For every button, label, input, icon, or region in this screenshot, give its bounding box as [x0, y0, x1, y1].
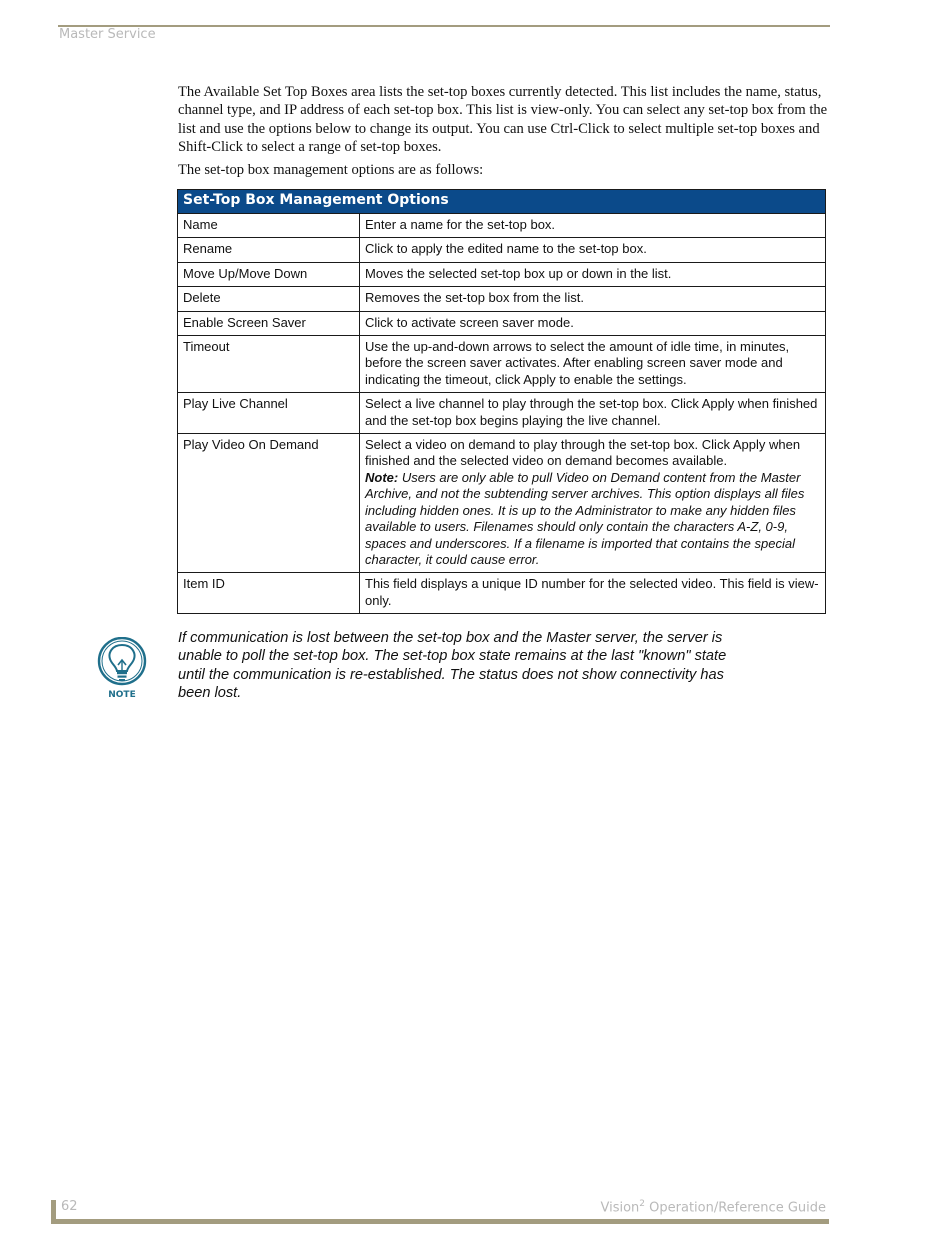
- option-name: Rename: [178, 238, 360, 262]
- option-name: Name: [178, 214, 360, 238]
- table-row: [178, 287, 826, 311]
- option-description: Use the up-and-down arrows to select the amount of idle time, in minutes, before the screen saver activates. After enabling screen saver mode and indicating the timeout, click Apply to enable the settings.: [360, 336, 826, 393]
- table-row: [178, 336, 826, 393]
- table-header-row: [178, 190, 826, 214]
- footer-title-prefix: Vision: [600, 1200, 640, 1216]
- option-description: This field displays a unique ID number for the selected video. This field is view-only.: [360, 573, 826, 614]
- table-row: [178, 214, 826, 238]
- page-number: 62: [61, 1199, 78, 1214]
- header-rule: [58, 25, 830, 27]
- option-name: Delete: [178, 287, 360, 311]
- footer-title-suffix: Operation/Reference Guide: [645, 1200, 826, 1216]
- option-name: Enable Screen Saver: [178, 311, 360, 335]
- table-row: [178, 573, 826, 614]
- lead-paragraph: The set-top box management options are as follows:: [178, 162, 484, 178]
- options-table: [177, 189, 826, 614]
- option-name: Item ID: [178, 573, 360, 614]
- table-row: [178, 262, 826, 286]
- option-description: Removes the set-top box from the list.: [360, 287, 826, 311]
- inline-note: [365, 470, 804, 567]
- inline-note-text: Users are only able to pull Video on Demand content from the Master Archive, and not the subtending server archives. This option displays all files including hidden ones. It is up to the Administrator to make any hidden files available to users. Filenames should only contain the characters A-Z, 0-9, spaces and underscores. If a filename is imported that contains the special character, it could cause error.: [365, 469, 805, 567]
- section-header: Master Service: [59, 27, 156, 42]
- option-description: Select a live channel to play through the set-top box. Click Apply when finished and the set-top box begins playing the live channel.: [360, 393, 826, 434]
- option-description: Click to apply the edited name to the set-top box.: [360, 238, 826, 262]
- note-icon-label: NOTE: [108, 690, 136, 700]
- table-row: [178, 311, 826, 335]
- inline-note-label: Note:: [365, 469, 399, 485]
- table-row: [178, 393, 826, 434]
- table-title: Set-Top Box Management Options: [178, 190, 826, 214]
- intro-paragraph: The Available Set Top Boxes area lists the set-top boxes currently detected. This list includes the name, status, channel type, and IP address of each set-top box. This list is view-only. You can select any set-top box from the list and use the options below to change its output. You can use Ctrl-Click to select multiple set-top boxes and Shift-Click to select a range of set-top boxes.: [178, 84, 828, 155]
- option-name: Move Up/Move Down: [178, 262, 360, 286]
- note-text: If communication is lost between the set-top box and the Master server, the server is unable to poll the set-top box. The set-top box state remains at the last "known" state until the communication is re-established. The status does not show connectivity has been lost.: [178, 630, 727, 701]
- option-description: Click to activate screen saver mode.: [360, 311, 826, 335]
- footer-title-sup: 2: [639, 1199, 646, 1209]
- option-name: Timeout: [178, 336, 360, 393]
- option-description: Moves the selected set-top box up or down in the list.: [360, 262, 826, 286]
- option-description: Select a video on demand to play through the set-top box. Click Apply when finished and the selected video on demand becomes available.: [365, 437, 801, 469]
- table-row: [178, 238, 826, 262]
- footer-title: [600, 1199, 826, 1215]
- table-row: [178, 434, 826, 573]
- option-description: Enter a name for the set-top box.: [360, 214, 826, 238]
- option-name: Play Live Channel: [178, 393, 360, 434]
- option-description-cell: [360, 434, 826, 573]
- lightbulb-note-icon: [97, 637, 149, 701]
- option-name: Play Video On Demand: [178, 434, 360, 573]
- footer-rule: [51, 1219, 829, 1224]
